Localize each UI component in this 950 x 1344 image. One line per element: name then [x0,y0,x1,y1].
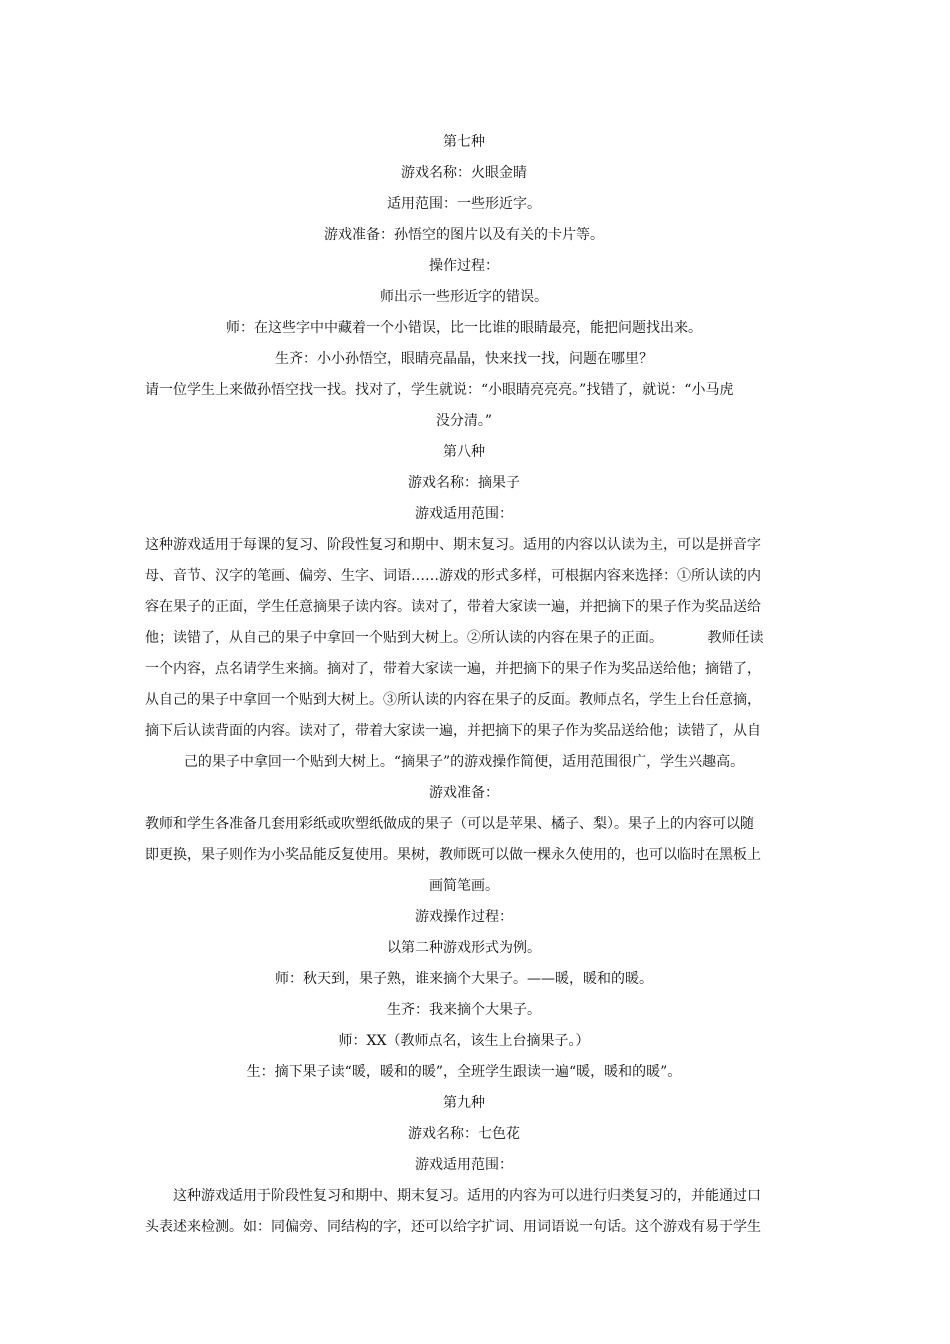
scope-paragraph-line: 一个内容，点名请学生来摘。摘对了，带着大家读一遍，并把摘下的果子作为奖品送给他；摘错了， [145,661,761,677]
process-step: 师出示一些形近字的错误。 [380,289,548,305]
scope-paragraph-line: 容在果子的正面，学生任意摘果子读内容。读对了，带着大家读一遍，并把摘下的果子作为奖品送给 [145,599,761,615]
section-heading-9: 第九种 [443,1095,485,1111]
process-step: 生齐：小小孙悟空，眼睛亮晶晶，快来找一找，问题在哪里？ [275,351,653,367]
scope-line: 适用范围：一些形近字。 [387,196,541,212]
process-line: 生：摘下果子读“暖，暖和的暖”，全班学生跟读一遍“暖，暖和的暖”。 [246,1064,682,1080]
document-page [145,127,783,1243]
process-title: 操作过程： [429,258,499,274]
process-step-continued: 没分清。” [435,413,493,429]
scope-title: 游戏适用范围： [415,1157,513,1173]
process-line: 生齐：我来摘个大果子。 [387,1002,541,1018]
process-title: 游戏操作过程： [415,909,513,925]
process-line: 以第二种游戏形式为例。 [387,940,541,956]
process-step: 师：在这些字中中藏着一个小错误，比一比谁的眼睛最亮，能把问题找出来。 [226,320,702,336]
scope-paragraph-line: 这种游戏适用于每课的复习、阶段性复习和期中、期末复习。适用的内容以认读为主，可以是拼音字 [145,537,761,553]
game-name: 游戏名称：摘果子 [408,475,520,491]
section-heading-7: 第七种 [443,134,485,150]
process-line: 师：XX（教师点名，该生上台摘果子。） [338,1033,590,1049]
scope-paragraph-line: 他；读错了，从自己的果子中拿回一个贴到大树上。②所认读的内容在果子的正面。 教师任读 [145,630,764,646]
scope-paragraph-line: 母、音节、汉字的笔画、偏旁、生字、词语……游戏的形式多样，可根据内容来选择：①所认读的内 [145,568,761,584]
prep-line: 游戏准备：孙悟空的图片以及有关的卡片等。 [324,227,604,243]
scope-paragraph-line: 这种游戏适用于阶段性复习和期中、期末复习。适用的内容为可以进行归类复习的，并能通过口 [173,1188,761,1204]
prep-paragraph-line: 即更换，果子则作为小奖品能反复使用。果树，教师既可以做一棵永久使用的，也可以临时在黑板上 [145,847,761,863]
prep-title: 游戏准备： [429,785,499,801]
scope-paragraph-line: 摘下后认读背面的内容。读对了，带着大家读一遍，并把摘下的果子作为奖品送给他；读错了，从自 [145,723,761,739]
scope-paragraph-line: 头表述来检测。如：同偏旁、同结构的字，还可以给字扩词、用词语说一句话。这个游戏有易于学生 [145,1219,761,1235]
section-heading-8: 第八种 [443,444,485,460]
game-name: 游戏名称：七色花 [408,1126,520,1142]
scope-paragraph-line: 从自己的果子中拿回一个贴到大树上。③所认读的内容在果子的反面。教师点名，学生上台任意摘， [145,692,761,708]
scope-paragraph-line: 己的果子中拿回一个贴到大树上。“摘果子”的游戏操作简便，适用范围很广，学生兴趣高。 [183,754,745,770]
scope-title: 游戏适用范围： [415,506,513,522]
game-name: 游戏名称：火眼金睛 [401,165,527,181]
process-step: 请一位学生上来做孙悟空找一找。找对了，学生就说：“小眼睛亮亮亮。”找错了，就说：“小马虎 [145,382,734,398]
prep-paragraph-line: 教师和学生各准备几套用彩纸或吹塑纸做成的果子（可以是苹果、橘子、梨）。果子上的内容可以随 [145,816,754,832]
prep-paragraph-line: 画简笔画。 [429,878,499,894]
process-line: 师：秋天到，果子熟，谁来摘个大果子。——暖，暖和的暖。 [275,971,653,987]
